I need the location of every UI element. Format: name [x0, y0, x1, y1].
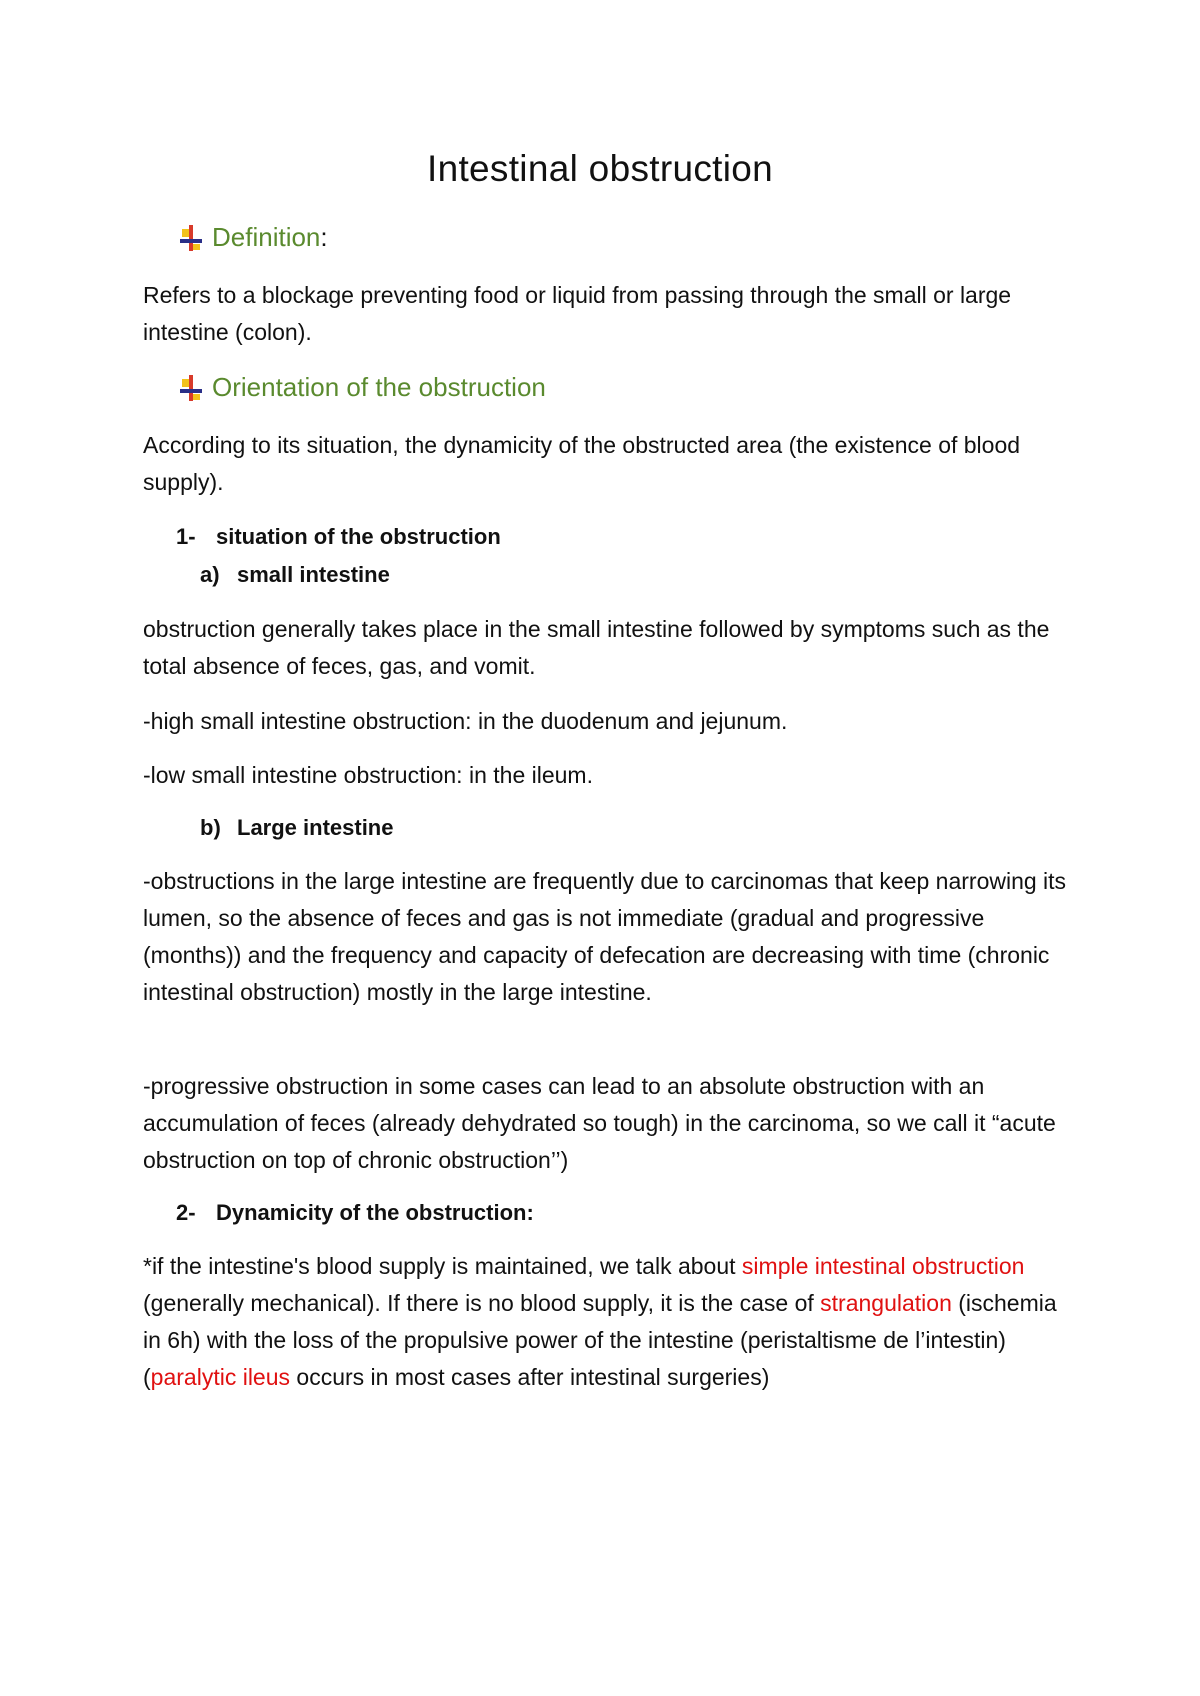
section-1-heading [176, 524, 501, 550]
dynamicity-text-part-4: occurs in most cases after intestinal surgeries) [290, 1364, 770, 1390]
term-simple-intestinal-obstruction: simple intestinal obstruction [741, 1253, 1025, 1279]
subsection-b-heading [200, 815, 393, 841]
large-intestine-text-2: -progressive obstruction in some cases can lead to an absolute obstruction with an accumulation of feces (already dehydrated so tough) in the carcinoma, so we call it “acute obstruction on top of chronic obstruction’’) [143, 1073, 1056, 1173]
subsection-b-label: Large intestine [237, 815, 394, 840]
section-1-label: situation of the obstruction [216, 524, 501, 549]
dynamicity-text [143, 1248, 1073, 1396]
subsection-a-heading [200, 562, 390, 588]
dynamicity-text-part-3: (ischemia in 6h) with the loss of the propulsive power of the intestine (peristaltisme de l’intestin) ( [143, 1290, 1057, 1390]
dynamicity-text-part-2: (generally mechanical). If there is no blood supply, it is the case of [143, 1290, 821, 1316]
page-title: Intestinal obstruction [427, 148, 773, 189]
section-2-label: Dynamicity of the obstruction: [216, 1200, 534, 1225]
section-2-heading [176, 1200, 534, 1226]
section-1-number: 1- [176, 524, 196, 549]
dynamicity-text-part-1: *if the intestine's blood supply is maintained, we talk about [143, 1253, 742, 1279]
subsection-a-label: small intestine [237, 562, 390, 587]
definition-text: Refers to a blockage preventing food or liquid from passing through the small or large intestine (colon). [143, 282, 1012, 345]
subsection-a-marker: a) [200, 562, 220, 587]
high-obstruction-text: -high small intestine obstruction: in the duodenum and jejunum. [143, 708, 788, 734]
section-2-number: 2- [176, 1200, 196, 1225]
bullet-cross-icon [180, 225, 202, 251]
definition-heading [180, 222, 328, 253]
large-intestine-text-1: -obstructions in the large intestine are frequently due to carcinomas that keep narrowing its lumen, so the absence of feces and gas is not immediate (gradual and progressive (months)) and the frequency and capacity of defecation are decreasing with time (chronic intestinal obstruction) mostly in the large intestine. [143, 868, 1067, 1005]
orientation-heading [180, 372, 546, 403]
subsection-b-marker: b) [200, 815, 221, 840]
low-obstruction-text: -low small intestine obstruction: in the ileum. [143, 762, 593, 788]
small-intestine-text: obstruction generally takes place in the small intestine followed by symptoms such as the total absence of feces, gas, and vomit. [143, 616, 1050, 679]
term-strangulation: strangulation [820, 1290, 952, 1316]
term-paralytic-ileus: paralytic ileus [150, 1364, 291, 1390]
orientation-text: According to its situation, the dynamicity of the obstructed area (the existence of blood supply). [143, 432, 1021, 495]
bullet-cross-icon [180, 375, 202, 401]
orientation-heading-label: Orientation of the obstruction [212, 372, 546, 402]
definition-heading-colon: : [320, 222, 328, 252]
definition-heading-label: Definition [212, 222, 321, 252]
